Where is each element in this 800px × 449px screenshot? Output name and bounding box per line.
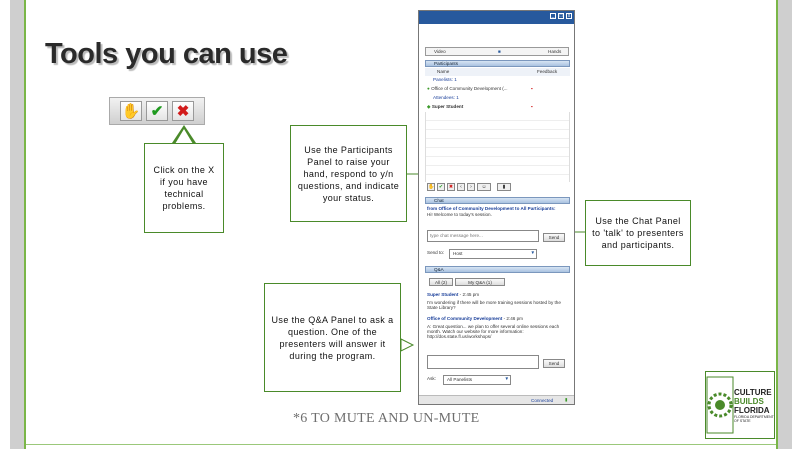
chat-message: Hi! Welcome to today's session. xyxy=(427,212,492,217)
hand-icon[interactable]: ✋ xyxy=(121,103,141,120)
feedback-dot-icon: ▪ xyxy=(531,104,533,109)
callout-x-text: Click on the X if you have technical problems. xyxy=(153,165,215,211)
emoticon-icon[interactable]: ☺ xyxy=(477,183,491,191)
participants-columns xyxy=(425,68,570,76)
panelists-label: Panelists: 1 xyxy=(433,77,457,82)
chat-from: from Office of Community Development to All Participants: xyxy=(427,206,556,211)
question-author: Super Student xyxy=(427,292,459,297)
chevron-down-icon: ▼ xyxy=(530,250,535,255)
qa-arrow xyxy=(401,339,413,351)
status-bar xyxy=(419,395,574,404)
send-to-value: Host xyxy=(453,251,463,256)
callout-participants-text: Use the Participants Panel to raise your hand, respond to y/n questions, and indicate your status. xyxy=(297,144,400,203)
answer-author-row xyxy=(427,315,567,323)
participant-student-row[interactable] xyxy=(427,103,567,111)
participant-office-row[interactable] xyxy=(427,85,567,93)
video-bar[interactable] xyxy=(425,47,569,56)
participants-toolbar xyxy=(427,183,511,192)
answer-time: - 2:46 pm xyxy=(502,316,523,321)
check-icon[interactable]: ✔ xyxy=(438,184,444,190)
participants-header[interactable] xyxy=(425,60,570,67)
ask-label: Ask: xyxy=(427,376,436,381)
participants-list-area xyxy=(425,112,570,182)
signal-icon: ▮ xyxy=(565,397,568,402)
send-to-label: Send to: xyxy=(427,250,445,255)
maximize-icon[interactable]: □ xyxy=(559,13,563,19)
question-time: - 2:45 pm xyxy=(458,292,480,297)
chat-input[interactable] xyxy=(427,230,539,242)
chat-header-label: Chat xyxy=(434,198,444,203)
sun-logo-icon xyxy=(706,372,734,438)
chart-icon[interactable]: ▮ xyxy=(497,183,511,191)
ask-select[interactable] xyxy=(443,375,511,385)
ask-value: All Panelists xyxy=(447,377,473,382)
fast-icon[interactable]: › xyxy=(467,183,475,191)
logo-line2: BUILDS xyxy=(734,396,764,406)
window-titlebar xyxy=(419,11,574,24)
camera-icon: ■ xyxy=(498,49,501,54)
attendees-label: Attendees: 1 xyxy=(433,95,459,100)
qa-header[interactable] xyxy=(425,266,570,273)
callout-qa-text: Use the Q&A Panel to ask a question. One of the presenters will answer it during the program. xyxy=(271,314,394,361)
culture-builds-florida-logo xyxy=(705,371,775,439)
col-feedback: Feedback xyxy=(537,69,558,74)
logo-line3: FLORIDA xyxy=(734,405,770,415)
participant-student: Super Student xyxy=(431,104,464,109)
feedback-dot-icon: ▪ xyxy=(531,86,533,91)
slide-title: Tools you can use xyxy=(45,38,288,70)
answer-text: A: Great question... we plan to offer several online sessions each month. Watch our website for more information: http://dos.state.fl.us/workshops/ xyxy=(427,324,560,339)
close-icon[interactable]: x xyxy=(567,13,571,19)
connection-status: Connected xyxy=(531,398,554,403)
x-icon[interactable]: ✖ xyxy=(448,184,454,190)
logo-wordmark xyxy=(734,372,774,438)
presence-icon: ● xyxy=(427,86,430,91)
slow-icon[interactable]: ‹ xyxy=(457,183,465,191)
tab-all[interactable]: All (2) xyxy=(429,278,453,286)
webex-panel-screenshot xyxy=(418,10,575,405)
col-name: Name xyxy=(437,69,450,74)
send-to-select[interactable] xyxy=(449,249,537,259)
question-author-row xyxy=(427,291,567,299)
tab-my-qa[interactable]: My Q&A (1) xyxy=(455,278,505,286)
callout-chat-text: Use the Chat Panel to 'talk' to presenters and participants. xyxy=(592,216,684,250)
chat-placeholder: type chat message here... xyxy=(430,233,483,238)
x-icon[interactable]: ✖ xyxy=(172,101,194,121)
participant-office: Office of Community Development (... xyxy=(431,86,508,91)
video-right-label: Hands xyxy=(548,49,562,54)
chat-header[interactable] xyxy=(425,197,570,204)
question-text: I'm wondering if there will be more training sessions hosted by the State Library? xyxy=(427,300,561,310)
logo-subtitle: FLORIDA DEPARTMENT OF STATE xyxy=(734,414,774,423)
presence-icon: ◆ xyxy=(427,104,431,109)
minimize-icon[interactable]: _ xyxy=(551,13,555,19)
participants-header-label: Participants xyxy=(434,61,459,66)
chat-send-button[interactable]: Send xyxy=(543,233,565,242)
qa-input[interactable] xyxy=(427,355,539,369)
check-icon[interactable]: ✔ xyxy=(146,101,168,121)
qa-header-label: Q&A xyxy=(434,267,444,272)
attendees-row[interactable] xyxy=(427,94,567,102)
chevron-down-icon: ▼ xyxy=(504,376,509,381)
qa-send-button[interactable]: Send xyxy=(543,359,565,368)
video-label: Video xyxy=(434,49,446,54)
logo-line1: CULTURE xyxy=(734,387,772,397)
panelists-row[interactable] xyxy=(427,76,567,84)
mute-instruction: *6 TO MUTE AND UN-MUTE xyxy=(293,411,480,426)
answer-author: Office of Community Development xyxy=(427,316,503,321)
hand-icon[interactable]: ✋ xyxy=(428,184,435,190)
